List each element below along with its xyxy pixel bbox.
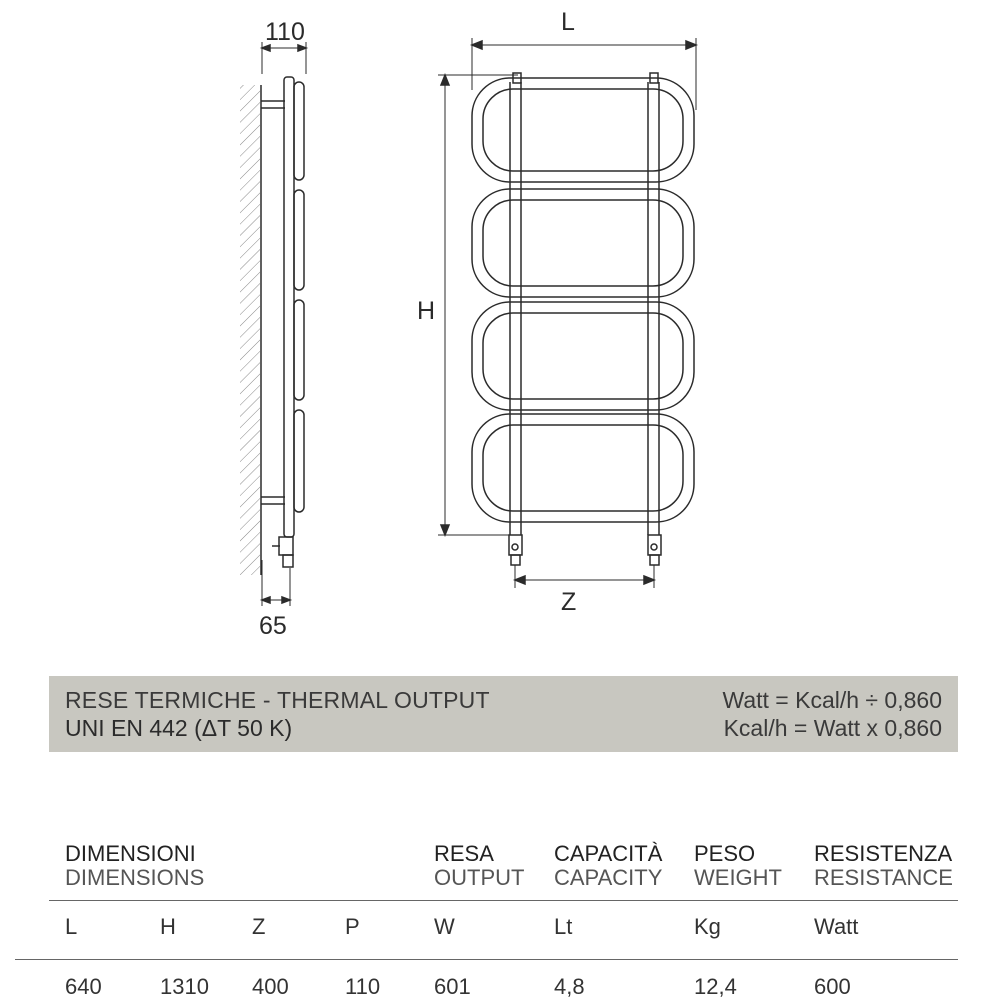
banner-standard: UNI EN 442 (ΔT 50 K) xyxy=(65,715,293,741)
banner-title: RESE TERMICHE - THERMAL OUTPUT xyxy=(65,687,490,713)
header-capacity: CAPACITÀ CAPACITY xyxy=(554,841,663,890)
header-output: RESA OUTPUT xyxy=(434,841,525,890)
table-cell-h: 1310 xyxy=(160,974,209,999)
table-cell-lt: 4,8 xyxy=(554,974,585,999)
units-divider xyxy=(15,959,958,960)
table-cell-p: 110 xyxy=(345,974,381,999)
front-view xyxy=(438,38,696,588)
header-resistance: RESISTENZA RESISTANCE xyxy=(814,841,953,890)
conversion-kcal: Kcal/h = Watt x 0,860 xyxy=(723,715,942,741)
side-depth-label: 110 xyxy=(265,18,305,46)
unit-z: Z xyxy=(252,914,266,939)
table-cell-z: 400 xyxy=(252,974,289,999)
side-valve xyxy=(279,537,293,555)
side-offset-label: 65 xyxy=(259,612,287,640)
header-divider xyxy=(49,900,958,901)
wall-hatching xyxy=(240,85,260,575)
table-cell-kg: 12,4 xyxy=(694,974,737,999)
unit-l: L xyxy=(65,914,78,939)
header-weight: PESO WEIGHT xyxy=(694,841,782,890)
front-loop xyxy=(472,189,694,297)
unit-p: P xyxy=(345,914,360,939)
table-cell-w: 601 xyxy=(434,974,471,999)
thermal-output-banner xyxy=(49,676,958,752)
table-cell-watt: 600 xyxy=(814,974,851,999)
conversion-watt: Watt = Kcal/h ÷ 0,860 xyxy=(722,687,942,713)
front-loop xyxy=(472,78,694,182)
unit-kg: Kg xyxy=(694,914,721,939)
unit-h: H xyxy=(160,914,176,939)
side-view xyxy=(240,42,306,606)
front-valve-right xyxy=(648,535,661,565)
side-tube xyxy=(284,77,294,537)
front-valve-left xyxy=(509,535,522,565)
front-loop xyxy=(472,302,694,410)
centers-label: Z xyxy=(561,588,577,616)
height-label: H xyxy=(417,297,436,325)
front-loop xyxy=(472,414,694,522)
width-label: L xyxy=(561,8,575,36)
table-cell-l: 640 xyxy=(65,974,102,999)
unit-lt: Lt xyxy=(554,914,573,939)
unit-watt: Watt xyxy=(814,914,859,939)
unit-w: W xyxy=(434,914,455,939)
header-dimensions: DIMENSIONI DIMENSIONS xyxy=(65,841,205,890)
